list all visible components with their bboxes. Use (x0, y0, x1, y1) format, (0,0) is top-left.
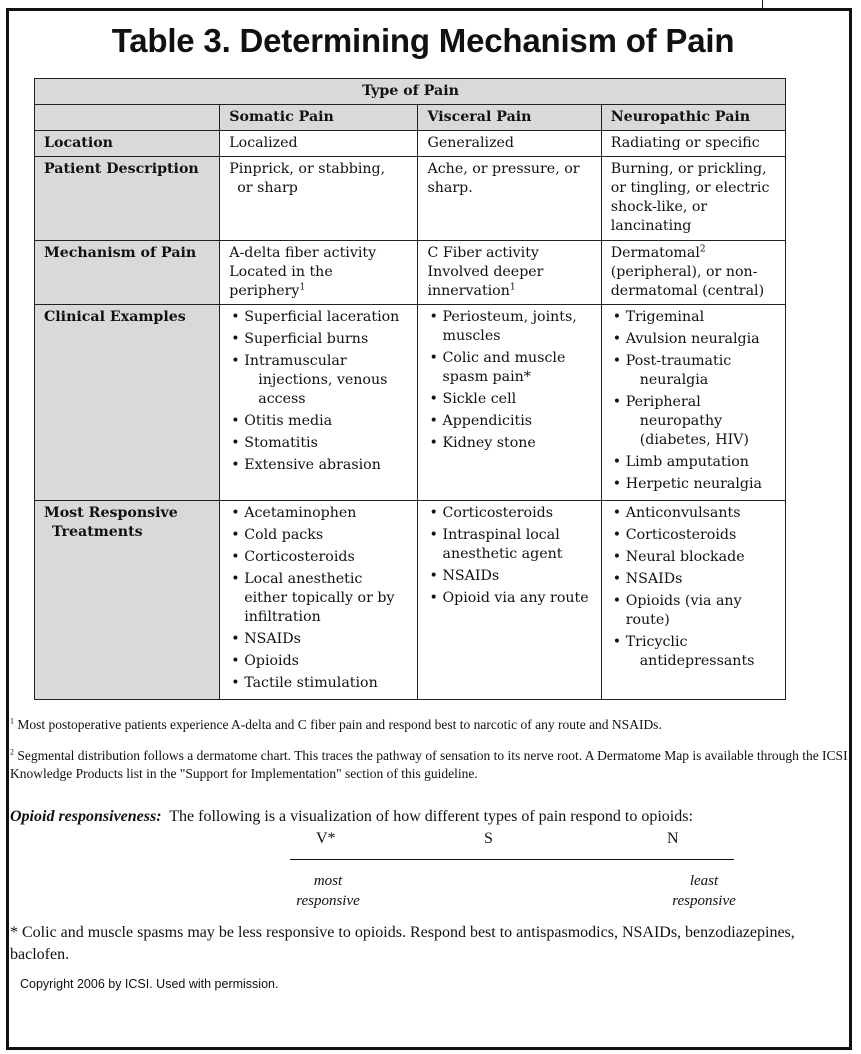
list-item (229, 352, 409, 409)
list-item-text: Extensive abrasion (244, 457, 381, 473)
treatments-visceral-list (427, 504, 592, 608)
empty-header-cell (35, 105, 220, 131)
footnote-1-mark: 1 (10, 716, 14, 726)
row-label-treatments (35, 501, 220, 700)
list-item-continuation: antidepressants (639, 653, 755, 669)
footnote-1 (10, 716, 850, 734)
list-item-text: Anticonvulsants (625, 505, 741, 521)
table-column-header-row (35, 105, 786, 131)
list-item (611, 570, 777, 589)
mechanism-visceral-line2 (427, 263, 592, 301)
scale-caption-most-line1: most (313, 873, 343, 889)
scale-caption-least-line1: least (689, 873, 719, 889)
list-item-text: Stomatitis (244, 435, 318, 451)
cell-location-visceral: Generalized (418, 131, 601, 157)
list-item (427, 390, 592, 409)
footnote-1-text: Most postoperative patients experience A-delta and C fiber pain and respond best to narcotic of any route and NSAIDs. (17, 717, 662, 732)
list-item-text: NSAIDs (244, 631, 301, 647)
list-item-text: Local anesthetic either topically or by infiltration (244, 571, 395, 625)
list-item (229, 526, 409, 545)
list-item-text: Cold packs (244, 527, 324, 543)
scale-caption-most (280, 871, 376, 911)
list-item (611, 352, 777, 390)
scale-label-somatic: S (484, 830, 493, 847)
list-item-text: Intraspinal local anesthetic agent (442, 527, 563, 562)
type-of-pain-header: Type of Pain (35, 79, 786, 105)
list-item-text: Intramuscular (244, 353, 347, 369)
row-label-location: Location (35, 131, 220, 157)
list-item (427, 567, 592, 586)
table-type-header-row (35, 79, 786, 105)
list-item (611, 633, 777, 671)
list-item-text: Opioid via any route (442, 590, 589, 606)
list-item (229, 652, 409, 671)
description-somatic-line2: or sharp (237, 180, 298, 196)
footnote-2 (10, 747, 850, 783)
footnote-2-text: Segmental distribution follows a dermatome chart. This traces the pathway of sensation to its nerve root. A Dermatome Map is available through the ICSI Knowledge Products list in the "Support for Implementation" section of this guideline. (10, 748, 848, 781)
cell-treatments-somatic (220, 501, 418, 700)
list-item (427, 349, 592, 387)
table-row-description (35, 157, 786, 241)
clinical-neuropathic-list (611, 308, 777, 494)
list-item-text: Corticosteroids (625, 527, 737, 543)
footnote-2-mark: 2 (10, 747, 14, 757)
treatments-label-line1: Most Responsive (44, 505, 178, 521)
table-row-mechanism (35, 241, 786, 305)
list-item-text: Colic and muscle spasm pain* (442, 350, 566, 385)
row-label-mechanism: Mechanism of Pain (35, 241, 220, 305)
list-item-text: Post-traumatic (625, 353, 732, 369)
cell-clinical-neuropathic (601, 305, 785, 501)
list-item-text: Tactile stimulation (244, 675, 378, 691)
table-row-treatments (35, 501, 786, 700)
cell-description-somatic (220, 157, 418, 241)
description-somatic-line1: Pinprick, or stabbing, (229, 161, 386, 177)
footnote-ref-2: 2 (699, 244, 706, 255)
list-item (427, 526, 592, 564)
scale-caption-least (656, 871, 752, 911)
clinical-somatic-list (229, 308, 409, 475)
list-item (611, 526, 777, 545)
list-item-text: Opioids (244, 653, 299, 669)
clinical-visceral-list (427, 308, 592, 453)
list-item-text: Neural blockade (625, 549, 745, 565)
treatments-somatic-list (229, 504, 409, 693)
list-item-text: Peripheral (625, 394, 701, 410)
cell-treatments-neuropathic (601, 501, 785, 700)
list-item-text: Trigeminal (625, 309, 705, 325)
list-item (427, 434, 592, 453)
mechanism-neuropathic-text1: Dermatomal (610, 245, 700, 261)
mechanism-somatic-text: Located in the periphery (229, 264, 333, 299)
treatments-label-line2: Treatments (52, 524, 143, 540)
footnote-ref-1: 1 (509, 282, 516, 293)
list-item (427, 412, 592, 431)
corner-tick (762, 0, 763, 8)
list-item-text: Opioids (via any route) (625, 593, 742, 628)
scale-caption-most-line2: responsive (296, 893, 360, 909)
list-item-continuation: neuralgia (639, 372, 709, 388)
list-item (229, 570, 409, 627)
cell-location-neuropathic: Radiating or specific (601, 131, 785, 157)
list-item-text: Sickle cell (442, 391, 517, 407)
row-label-description: Patient Description (35, 157, 220, 241)
list-item (611, 475, 777, 494)
mechanism-neuropathic-text2: (peripheral), or non-dermatomal (central) (610, 264, 765, 299)
list-item-text: Otitis media (244, 413, 333, 429)
table-row-clinical (35, 305, 786, 501)
list-item-text: Corticosteroids (244, 549, 355, 565)
opioid-responsiveness (10, 808, 850, 826)
list-item-text: Periosteum, joints, muscles (442, 309, 577, 344)
list-item (229, 630, 409, 649)
list-item (611, 393, 777, 450)
column-header-visceral: Visceral Pain (418, 105, 601, 131)
table-row-location (35, 131, 786, 157)
list-item-text: Tricyclic (625, 634, 688, 650)
cell-mechanism-visceral (418, 241, 601, 305)
cell-treatments-visceral (418, 501, 601, 700)
list-item-text: Superficial burns (244, 331, 369, 347)
list-item (229, 504, 409, 523)
list-item (229, 674, 409, 693)
mechanism-visceral-text: Involved deeper innervation (427, 264, 544, 299)
scale-caption-least-line2: responsive (672, 893, 736, 909)
list-item-text: NSAIDs (442, 568, 500, 584)
list-item (611, 504, 777, 523)
page-title: Table 3. Determining Mechanism of Pain (111, 22, 735, 59)
list-item (611, 592, 777, 630)
list-item (229, 434, 409, 453)
list-item (229, 308, 409, 327)
treatments-neuropathic-list (611, 504, 777, 671)
mechanism-somatic-line2 (229, 263, 409, 301)
cell-mechanism-neuropathic (601, 241, 785, 305)
cell-location-somatic: Localized (220, 131, 418, 157)
list-item-text: Superficial laceration (244, 309, 400, 325)
list-item (427, 504, 592, 523)
list-item-text: Avulsion neuralgia (625, 331, 760, 347)
list-item-continuation: injections, venous access (258, 372, 388, 407)
list-item (229, 548, 409, 567)
list-item-text: Limb amputation (625, 454, 749, 470)
list-item (427, 589, 592, 608)
cell-mechanism-somatic (220, 241, 418, 305)
list-item-text: Corticosteroids (442, 505, 553, 521)
list-item-text: Appendicitis (442, 413, 533, 429)
list-item (427, 308, 592, 346)
list-item (611, 308, 777, 327)
column-header-neuropathic: Neuropathic Pain (601, 105, 785, 131)
pain-mechanism-table (34, 78, 786, 700)
list-item-text: NSAIDs (625, 571, 683, 587)
footnote-ref-1: 1 (299, 282, 306, 293)
column-header-somatic: Somatic Pain (220, 105, 418, 131)
scale-label-neuropathic: N (667, 830, 679, 847)
copyright-notice: Copyright 2006 by ICSI. Used with permission. (20, 977, 279, 991)
cell-description-neuropathic: Burning, or prickling, or tingling, or electric shock-like, or lancinating (601, 157, 785, 241)
list-item (229, 456, 409, 475)
list-item-text: Herpetic neuralgia (625, 476, 762, 492)
mechanism-somatic-line1: A-delta fiber activity (229, 245, 377, 261)
scale-label-visceral: V* (316, 830, 336, 847)
cell-description-visceral: Ache, or pressure, or sharp. (418, 157, 601, 241)
mechanism-visceral-line1: C Fiber activity (427, 245, 539, 261)
cell-clinical-visceral (418, 305, 601, 501)
list-item (229, 330, 409, 349)
opioid-label: Opioid responsiveness: (10, 808, 162, 825)
list-item (229, 412, 409, 431)
cell-clinical-somatic (220, 305, 418, 501)
list-item (611, 330, 777, 349)
list-item (611, 453, 777, 472)
opioid-text: The following is a visualization of how different types of pain respond to opioids: (169, 808, 693, 825)
list-item-text: Acetaminophen (244, 505, 357, 521)
row-label-clinical: Clinical Examples (35, 305, 220, 501)
list-item-text: Kidney stone (442, 435, 536, 451)
list-item (611, 548, 777, 567)
list-item-continuation: neuropathy (diabetes, HIV) (639, 413, 749, 448)
responsiveness-scale-line (290, 859, 734, 860)
colic-note: * Colic and muscle spasms may be less responsive to opioids. Respond best to antispasmodics, NSAIDs, benzodiazepines, baclofen. (10, 924, 795, 963)
